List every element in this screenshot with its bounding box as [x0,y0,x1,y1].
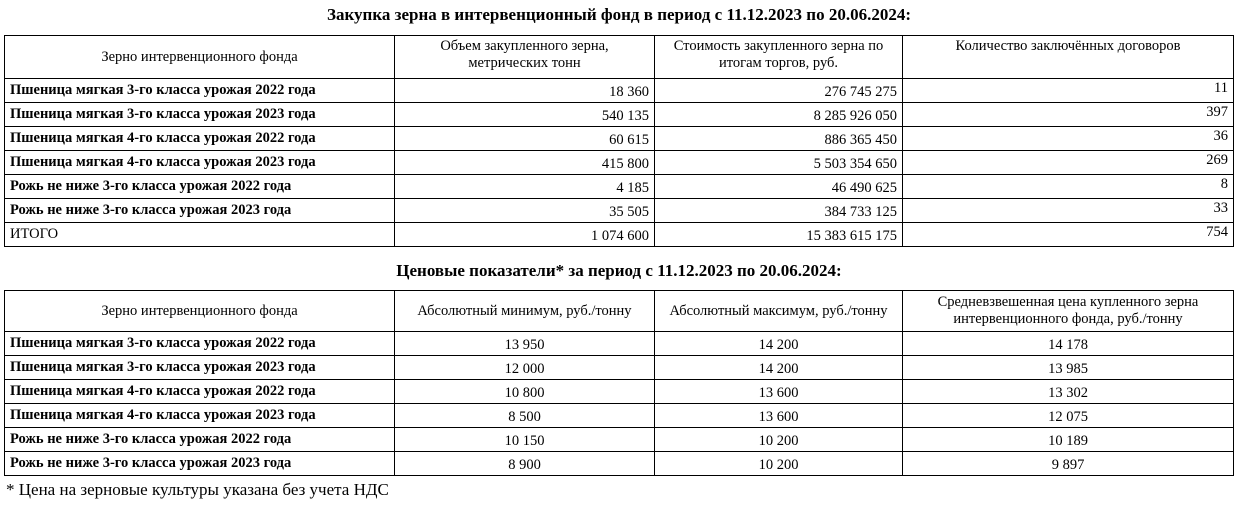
min-price: 12 000 [395,356,655,380]
table-row [5,199,1234,223]
purchase-header-row [5,36,1234,79]
table-row [5,404,1234,428]
min-price: 13 950 [395,332,655,356]
prices-title: Ценовые показатели* за период с 11.12.2023 по 20.06.2024: [396,261,842,280]
grain-name: Пшеница мягкая 4-го класса урожая 2023 года [5,151,395,175]
prices-header-min: Абсолютный минимум, руб./тонну [395,291,655,332]
contracts-value: 269 [903,151,1234,175]
purchase-header-volume: Объем закупленного зерна, метрических тонн [395,36,655,79]
min-price: 8 900 [395,452,655,476]
max-price: 10 200 [655,452,903,476]
prices-header-row [5,291,1234,332]
table-row [5,380,1234,404]
cost-value: 276 745 275 [655,79,903,103]
max-price: 13 600 [655,380,903,404]
table-row [5,452,1234,476]
table-row [5,332,1234,356]
contracts-value: 8 [903,175,1234,199]
min-price: 10 800 [395,380,655,404]
max-price: 10 200 [655,428,903,452]
total-label: ИТОГО [5,223,395,247]
purchase-title: Закупка зерна в интервенционный фонд в период с 11.12.2023 по 20.06.2024: [327,5,911,24]
avg-price: 12 075 [903,404,1234,428]
purchase-header-contracts: Количество заключённых договоров [903,36,1234,79]
grain-name: Пшеница мягкая 4-го класса урожая 2022 года [5,127,395,151]
table-row [5,356,1234,380]
contracts-value: 33 [903,199,1234,223]
table-row [5,175,1234,199]
table-row [5,151,1234,175]
purchase-table [4,35,1234,247]
cost-value: 384 733 125 [655,199,903,223]
table-row [5,127,1234,151]
grain-name: Пшеница мягкая 3-го класса урожая 2023 года [5,356,395,380]
prices-header-grain: Зерно интервенционного фонда [5,291,395,332]
cost-value: 886 365 450 [655,127,903,151]
volume-value: 4 185 [395,175,655,199]
purchase-header-cost: Стоимость закупленного зерна по итогам торгов, руб. [655,36,903,79]
contracts-value: 397 [903,103,1234,127]
purchase-header-grain: Зерно интервенционного фонда [5,36,395,79]
prices-header-max: Абсолютный максимум, руб./тонну [655,291,903,332]
vat-footnote: * Цена на зерновые культуры указана без учета НДС [6,480,389,499]
total-contracts: 754 [903,223,1234,247]
cost-value: 8 285 926 050 [655,103,903,127]
table-row [5,428,1234,452]
grain-name: Пшеница мягкая 3-го класса урожая 2022 года [5,332,395,356]
max-price: 14 200 [655,356,903,380]
grain-name: Рожь не ниже 3-го класса урожая 2022 года [5,428,395,452]
min-price: 8 500 [395,404,655,428]
total-row [5,223,1234,247]
contracts-value: 11 [903,79,1234,103]
contracts-value: 36 [903,127,1234,151]
volume-value: 415 800 [395,151,655,175]
grain-name: Пшеница мягкая 4-го класса урожая 2023 года [5,404,395,428]
grain-name: Пшеница мягкая 3-го класса урожая 2022 года [5,79,395,103]
avg-price: 9 897 [903,452,1234,476]
min-price: 10 150 [395,428,655,452]
max-price: 13 600 [655,404,903,428]
grain-name: Рожь не ниже 3-го класса урожая 2022 года [5,175,395,199]
grain-name: Рожь не ниже 3-го класса урожая 2023 года [5,452,395,476]
grain-name: Пшеница мягкая 3-го класса урожая 2023 года [5,103,395,127]
avg-price: 13 985 [903,356,1234,380]
volume-value: 35 505 [395,199,655,223]
table-row [5,79,1234,103]
max-price: 14 200 [655,332,903,356]
volume-value: 60 615 [395,127,655,151]
total-volume: 1 074 600 [395,223,655,247]
total-cost: 15 383 615 175 [655,223,903,247]
cost-value: 46 490 625 [655,175,903,199]
cost-value: 5 503 354 650 [655,151,903,175]
volume-value: 540 135 [395,103,655,127]
avg-price: 10 189 [903,428,1234,452]
avg-price: 14 178 [903,332,1234,356]
prices-table [4,290,1234,476]
table-row [5,103,1234,127]
grain-name: Рожь не ниже 3-го класса урожая 2023 года [5,199,395,223]
grain-name: Пшеница мягкая 4-го класса урожая 2022 года [5,380,395,404]
avg-price: 13 302 [903,380,1234,404]
prices-header-avg: Средневзвешенная цена купленного зерна интервенционного фонда, руб./тонну [903,291,1234,332]
volume-value: 18 360 [395,79,655,103]
